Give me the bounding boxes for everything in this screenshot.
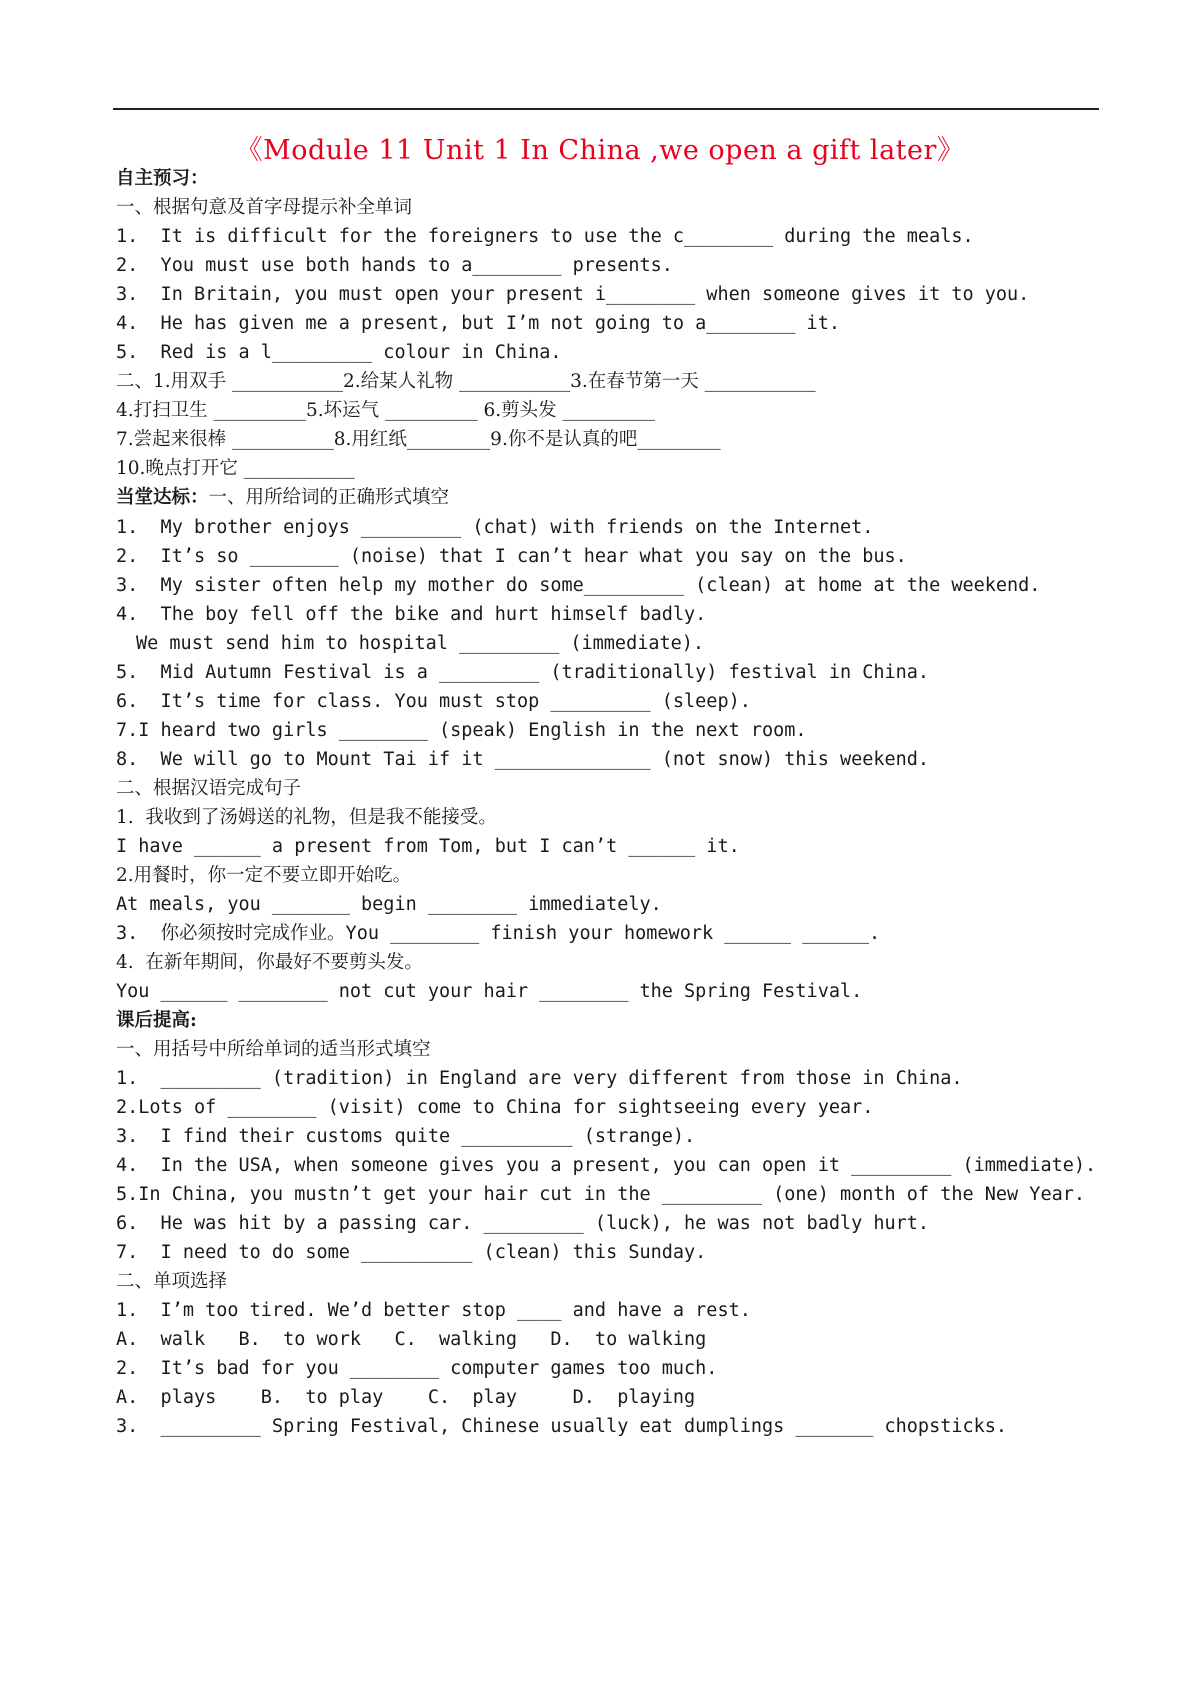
- preview-item-3: 3. In Britain, you must open your present i________ when someone gives it to you.: [116, 284, 1030, 305]
- worksheet-title: 《Module 11 Unit 1 In China ,we open a gift later》: [235, 135, 965, 166]
- after-item-4: 4. In the USA, when someone gives you a present, you can open it _________ (immediate).: [116, 1155, 1097, 1176]
- class-part1-heading: 一、用所给词的正确形式填空: [208, 487, 450, 508]
- class-item-1: 1. My brother enjoys _________ (chat) with friends on the Internet.: [116, 517, 874, 538]
- section-heading-after: 课后提高:: [116, 1010, 197, 1031]
- after-item-3: 3. I find their customs quite __________ (strange).: [116, 1126, 696, 1147]
- header-rule: [113, 108, 1099, 110]
- choice-1-options: A. walk B. to work C. walking D. to walking: [116, 1329, 707, 1350]
- phrase-row-4: 10.晚点打开它 ____________: [116, 458, 355, 479]
- choice-2-question: 2. It’s bad for you ________ computer games too much.: [116, 1358, 718, 1379]
- after-item-2: 2.Lots of ________ (visit) come to China for sightseeing every year.: [116, 1097, 874, 1118]
- translate-4-cn: 4. 在新年期间，你最好不要剪头发。: [116, 952, 423, 973]
- class-item-5: 5. Mid Autumn Festival is a _________ (traditionally) festival in China.: [116, 662, 930, 683]
- translate-2-en: At meals, you _______ begin ________ immediately.: [116, 894, 662, 915]
- after-item-7: 7. I need to do some __________ (clean) this Sunday.: [116, 1242, 707, 1263]
- after-item-1: 1. _________ (tradition) in England are very different from those in China.: [116, 1068, 963, 1089]
- phrase-row-1: 二、1.用双手 ____________2.给某人礼物 ____________3.在春节第一天 ____________: [116, 371, 816, 392]
- phrase-row-2: 4.打扫卫生 __________5.坏运气 __________ 6.剪头发 __________: [116, 400, 655, 421]
- section-heading-class: [116, 486, 449, 510]
- class-item-2: 2. It’s so ________ (noise) that I can’t hear what you say on the bus.: [116, 546, 907, 567]
- preview-item-4: 4. He has given me a present, but I’m not going to a________ it.: [116, 313, 840, 334]
- translate-1-cn: 1. 我收到了汤姆送的礼物，但是我不能接受。: [116, 807, 497, 828]
- class-item-4: 4. The boy fell off the bike and hurt himself badly.: [116, 604, 707, 625]
- class-item-4-cont: We must send him to hospital _________ (immediate).: [136, 633, 705, 654]
- after-part1-heading: 一、用括号中所给单词的适当形式填空: [116, 1039, 431, 1060]
- after-item-6: 6. He was hit by a passing car. _________ (luck), he was not badly hurt.: [116, 1213, 930, 1234]
- translate-1-en: I have ______ a present from Tom, but I can’t ______ it.: [116, 836, 740, 857]
- preview-item-5: 5. Red is a l_________ colour in China.: [116, 342, 562, 363]
- choice-3-question: 3. _________ Spring Festival, Chinese usually eat dumplings _______ chopsticks.: [116, 1416, 1008, 1437]
- after-item-5: 5.In China, you mustn’t get your hair cut in the _________ (one) month of the New Year.: [116, 1184, 1086, 1205]
- preview-item-1: 1. It is difficult for the foreigners to use the c________ during the meals.: [116, 226, 974, 247]
- class-part2-heading: 二、根据汉语完成句子: [116, 778, 302, 799]
- translate-3: 3. 你必须按时完成作业。You ________ finish your homework ______ ______.: [116, 923, 881, 944]
- class-item-7: 7.I heard two girls ________ (speak) English in the next room.: [116, 720, 807, 741]
- after-part2-heading: 二、单项选择: [116, 1271, 228, 1292]
- class-item-3: 3. My sister often help my mother do some_________ (clean) at home at the weekend.: [116, 575, 1041, 596]
- choice-2-options: A. plays B. to play C. play D. playing: [116, 1387, 696, 1408]
- preview-part1-heading: 一、根据句意及首字母提示补全单词: [116, 197, 413, 218]
- class-item-8: 8. We will go to Mount Tai if it ______________ (not snow) this weekend.: [116, 749, 930, 770]
- translate-2-cn: 2.用餐时，你一定不要立即开始吃。: [116, 865, 412, 886]
- class-item-6: 6. It’s time for class. You must stop _________ (sleep).: [116, 691, 751, 712]
- class-heading-label: 当堂达标：: [116, 487, 209, 508]
- translate-4-en: You ______ ________ not cut your hair ________ the Spring Festival.: [116, 981, 863, 1002]
- section-heading-preview: 自主预习：: [116, 168, 209, 189]
- choice-1-question: 1. I’m too tired. We’d better stop ____ and have a rest.: [116, 1300, 751, 1321]
- phrase-row-3: 7.尝起来很棒 ___________8.用红纸_________9.你不是认真的吧_________: [116, 429, 721, 450]
- preview-item-2: 2. You must use both hands to a________ presents.: [116, 255, 673, 276]
